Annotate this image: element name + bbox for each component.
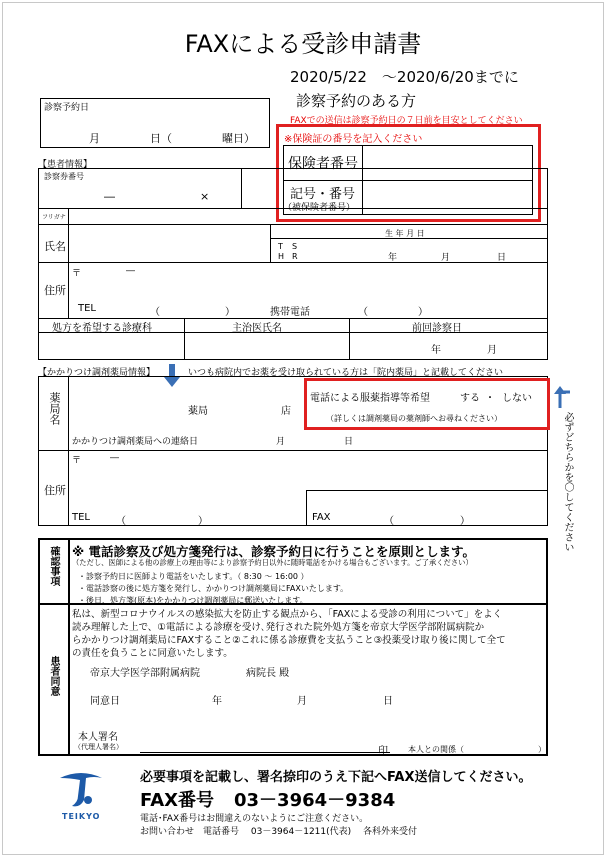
consent-text-2: 読み理解した上で、①電話による診療を受け､発行された院外処方箋を帝京大学医学部附属病院か — [72, 622, 485, 633]
era-t: T — [278, 242, 283, 251]
footer-instruction: 必要事項を記載し、署名捺印のうえ下記へFAX送信してください。 — [140, 770, 532, 785]
pharmacy-tel-label: TEL — [72, 512, 90, 523]
period-subtitle: 診察予約のある方 — [296, 92, 417, 110]
store-suffix: 店 — [281, 406, 291, 417]
pharmacy-fax-box — [306, 490, 548, 526]
pharmacy-address-label: 住所 — [44, 484, 66, 497]
reservation-month[interactable]: 月 — [89, 132, 100, 145]
confirm-bullet-2: ・電話診察の後に処方箋を発行し、かかりつけ調剤薬局にFAXいたします。 — [78, 584, 349, 593]
confirm-headline: ※ 電話診察及び処方箋発行は、診察予約日に行うことを原則とします。 — [72, 544, 476, 559]
patient-section-label: 【患者情報】 — [38, 160, 93, 170]
consent-director: 病院長 殿 — [246, 668, 290, 679]
era-h: H — [278, 252, 285, 261]
consent-text-3: らかかりつけ調剤薬局にFAXすること②これに係る診療費を支払うこと③投薬受け取り後に関して全て — [72, 635, 506, 646]
phone-guidance-label: 電話による服薬指導等希望 — [310, 393, 430, 404]
pharmacy-side-note: 必ずどちらかを〇してください — [562, 412, 573, 552]
mobile-close: ） — [418, 307, 428, 318]
birth-label: 生 年 月 日 — [385, 229, 425, 238]
consent-hospital: 帝京大学医学部附属病院 — [90, 668, 200, 679]
contact-date-label: かかりつけ調剤薬局への連絡日 — [72, 437, 199, 447]
dept-label: 処方を希望する診療科 — [52, 323, 152, 334]
patient-tel-close: ） — [225, 307, 235, 318]
consent-label: 患者同意 — [48, 656, 59, 696]
fax-number-label: FAX番号 — [140, 790, 215, 811]
patient-address-label: 住所 — [44, 284, 66, 297]
footer-inquiry: お問い合わせ 電話番号 03－3964－1211(代表) 各科外来受付 — [140, 827, 418, 837]
patient-postal-mark: 〒 — [72, 269, 82, 279]
card-sep-dash: ― — [104, 190, 115, 203]
guidance-no[interactable]: しない — [502, 393, 532, 404]
consent-month[interactable]: 月 — [297, 696, 307, 707]
card-sep-x: × — [200, 190, 210, 203]
contact-day[interactable]: 日 — [344, 437, 354, 447]
reservation-day[interactable]: 日（ — [150, 132, 172, 145]
contact-month[interactable]: 月 — [276, 437, 286, 447]
furigana-label: フリガナ — [42, 214, 66, 221]
reservation-weekday[interactable]: 曜日） — [222, 132, 255, 145]
pharmacy-fax-label: FAX — [312, 512, 331, 523]
consent-text-1: 私は、新型コロナウイルスの感染拡大を防止する観点から、「FAXによる受診の利用について」をよく — [72, 609, 503, 620]
guidance-yes[interactable]: する — [460, 393, 480, 404]
guidance-dot: ・ — [485, 393, 495, 404]
consent-year[interactable]: 年 — [212, 696, 222, 707]
teikyo-logo-text: TEIKYO — [62, 812, 101, 821]
seal-mark: 印 — [378, 746, 388, 757]
curved-arrow-icon — [552, 386, 574, 410]
pharmacy-postal-dash: ― — [110, 453, 119, 463]
consent-text-4: の責任を負うことに同意いたします。 — [72, 648, 233, 659]
mobile-label: 携帯電話 — [270, 307, 310, 318]
pharmacy-arrow-note: いつも病院内でお薬を受け取られている方は「院内薬局」と記載してください — [188, 368, 504, 378]
birth-year[interactable]: 年 — [388, 253, 398, 263]
birth-month[interactable]: 月 — [441, 253, 451, 263]
proxy-label: （代理人署名） — [74, 743, 123, 751]
era-s: S — [292, 242, 298, 251]
period-note: FAXでの送信は診察予約日の７日前を目安としてください — [290, 116, 523, 126]
last-visit-label: 前回診察日 — [412, 323, 462, 334]
confirm-sub: （ただし、医師による他の診療上の理由等により診察予約日以外に随時電話をかける場合もございます。ご了承ください） — [72, 558, 473, 567]
reservation-label: 診察予約日 — [44, 103, 90, 113]
pharmacy-tel-close: ） — [198, 516, 208, 527]
name-label: 氏名 — [44, 240, 66, 253]
symbol-number-label: 記号・番号 — [290, 187, 356, 202]
card-number-label: 診察券番号 — [44, 172, 84, 181]
doctor-label: 主治医氏名 — [232, 323, 282, 334]
confirm-label: 確認事項 — [48, 546, 59, 586]
consent-day[interactable]: 日 — [383, 696, 393, 707]
confirm-bullet-3: ・後日、処方箋(原本)をかかりつけ調剤薬局に郵送いたします。 — [78, 596, 308, 605]
symbol-number-sub: （被保険者番号） — [283, 203, 356, 213]
pharmacy-fax-close: ） — [460, 516, 470, 527]
pharmacy-tel-open: （ — [116, 516, 126, 527]
last-visit-month[interactable]: 月 — [487, 345, 497, 356]
pharmacy-fax-open: （ — [384, 516, 394, 527]
teikyo-logo-icon — [58, 770, 104, 810]
consent-date-label: 同意日 — [90, 696, 120, 707]
guidance-note: （詳しくは調剤薬局の薬剤師へお尋ねください） — [326, 414, 502, 423]
insurer-number-label: 保険者番号 — [288, 156, 358, 172]
relation-close: ） — [538, 745, 546, 754]
period-dates: 2020/5/22 ～2020/6/20までに — [290, 68, 519, 86]
form-title: FAXによる受診申請書 — [184, 30, 422, 58]
pharmacy-suffix: 薬局 — [188, 406, 208, 417]
birth-day[interactable]: 日 — [497, 253, 507, 263]
patient-tel-open: （ — [150, 307, 160, 318]
patient-postal-dash: ― — [126, 266, 135, 276]
confirm-bullet-1: ・診察予約日に医師より電話をいたします。（ 8:30 ～ 16:00 ） — [78, 572, 309, 581]
signature-label: 本人署名 — [78, 732, 118, 743]
era-r: R — [292, 252, 298, 261]
relation-label: 本人との関係（ — [408, 745, 464, 754]
fax-number: 03－3964－9384 — [234, 790, 396, 811]
pharmacy-section-label: 【かかりつけ調剤薬局情報】 — [38, 368, 156, 378]
last-visit-year[interactable]: 年 — [431, 345, 441, 356]
pharmacy-postal-mark: 〒 — [72, 456, 82, 466]
pharmacy-name-label: 薬局名 — [48, 392, 61, 425]
mobile-open: （ — [358, 307, 368, 318]
insurance-note: ※保険証の番号を記入ください — [284, 134, 423, 145]
patient-tel-label: TEL — [78, 303, 96, 314]
footer-caution: 電話･FAX番号はお間違えのないようにご注意ください。 — [140, 814, 369, 824]
signature-line[interactable] — [140, 752, 390, 753]
